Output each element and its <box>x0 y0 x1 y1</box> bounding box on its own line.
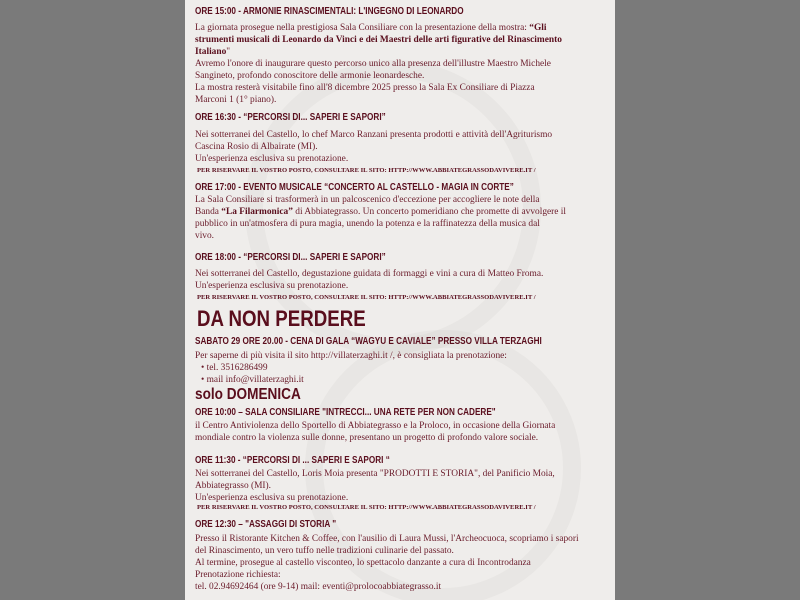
text-segment: Prenotazione richiesta: <box>195 570 281 580</box>
text-segment: Al termine, prosegue al castello visconteo, lo spettacolo danzante a cura di Incontrodanza <box>195 558 531 568</box>
text-segment: Un'esperienza esclusiva su prenotazione. <box>195 281 349 291</box>
gala-heading: SABATO 29 ORE 20.00 - CENA DI GALA “WAGYU E CAVIALE” PRESSO VILLA TERZAGHI <box>195 335 542 347</box>
event-description-line <box>195 533 579 545</box>
text-segment: pubblico in un'atmosfera di pura magia, unendo la potenza e la raffinatezza della musica dal <box>195 219 540 229</box>
text-segment: Cascina Rosio di Albairate (MI). <box>195 142 318 152</box>
event-heading: ORE 16:30 - “PERCORSI DI... SAPERI E SAPORI” <box>195 111 386 123</box>
text-segment: Un'esperienza esclusiva su prenotazione. <box>195 493 349 503</box>
event-heading: ORE 12:30 – "ASSAGGI DI STORIA " <box>195 518 337 530</box>
text-segment: La mostra resterà visitabile fino all'8 dicembre 2025 presso la Sala Ex Consiliare di Piazza <box>195 83 535 93</box>
event-description-line <box>195 34 562 46</box>
text-segment: " <box>226 47 231 57</box>
event-description-line <box>195 194 540 206</box>
text-segment: Banda <box>195 207 222 217</box>
gala-info: Per saperne di più visita il sito http://villaterzaghi.it /, è consigliata la prenotazione: <box>195 351 507 361</box>
event-description-line <box>195 58 551 70</box>
text-segment: Nei sotterranei del Castello, degustazione guidata di formaggi e vini a cura di Matteo Froma. <box>195 269 544 279</box>
text-segment: di Abbiategrasso. Un concerto pomeridiano che promette di avvolgere il <box>292 207 566 217</box>
event-heading: ORE 15:00 - ARMONIE RINASCIMENTALI: L'INGEGNO DI LEONARDO <box>195 5 464 17</box>
event-description-line <box>195 206 566 218</box>
bold-text: “Gli <box>529 23 547 33</box>
bold-text: Italiano <box>195 47 227 57</box>
text-segment: del Rinascimento, un vero tuffo nelle tradizioni culinarie del passato. <box>195 546 454 556</box>
flyer-page <box>185 0 615 600</box>
section-title-solo-domenica: solo DOMENICA <box>195 386 301 403</box>
event-description-line <box>195 268 543 280</box>
reservation-note: PER RISERVARE IL VOSTRO POSTO, CONSULTARE IL SITO: HTTP://WWW.ABBIATEGRASSODAVIVERE.IT / <box>197 294 536 301</box>
event-description-line <box>195 480 271 492</box>
text-segment: Marconi 1 (1° piano). <box>195 95 277 105</box>
text-segment: vivo. <box>195 231 215 241</box>
event-description-line <box>195 94 276 106</box>
event-description-line <box>195 218 540 230</box>
event-description-line <box>195 230 214 242</box>
text-segment: Avremo l'onore di inaugurare questo percorso unico alla presenza dell'illustre Maestro Michele <box>195 59 551 69</box>
text-segment: mondiale contro la violenza sulle donne, presentano un progetto di profondo valore sociale. <box>195 433 539 443</box>
event-description-line <box>195 153 348 165</box>
event-description-line <box>195 141 318 153</box>
text-segment: tel. 02.94692464 (ore 9-14) mail: eventi@prolocoabbiategrasso.it <box>195 582 442 592</box>
event-description-line <box>195 280 348 292</box>
event-description-line <box>195 557 531 569</box>
event-description-line <box>195 70 424 82</box>
event-description-line <box>195 129 552 141</box>
text-segment: Abbiategrasso (MI). <box>195 481 272 491</box>
event-description-line <box>195 569 281 581</box>
section-title-da-non-perdere: DA NON PERDERE <box>197 306 366 331</box>
reservation-note: PER RISERVARE IL VOSTRO POSTO, CONSULTARE IL SITO: HTTP://WWW.ABBIATEGRASSODAVIVERE.IT / <box>197 167 536 174</box>
reservation-note: PER RISERVARE IL VOSTRO POSTO, CONSULTARE IL SITO: HTTP://WWW.ABBIATEGRASSODAVIVERE.IT / <box>197 504 536 511</box>
event-description-line <box>195 545 454 557</box>
event-heading: ORE 11:30 - “PERCORSI DI ... SAPERI E SAPORI “ <box>195 454 390 466</box>
text-segment: Sangineto, profondo conoscitore delle armonie leonardesche. <box>195 71 425 81</box>
text-segment: Nei sotterranei del Castello, Loris Moia presenta "PRODOTTI E STORIA", del Panificio Moia, <box>195 469 555 479</box>
bold-text: strumenti musicali di Leonardo da Vinci e dei Maestri delle arti figurative del Rinascimento <box>195 35 562 45</box>
text-segment: La giornata prosegue nella prestigiosa Sala Consiliare con la presentazione della mostra: <box>195 23 530 33</box>
event-heading: ORE 10:00 – SALA CONSILIARE "INTRECCI... UNA RETE PER NON CADERE" <box>195 406 496 418</box>
event-heading: ORE 18:00 - “PERCORSI DI... SAPERI E SAPORI” <box>195 251 386 263</box>
event-description-line <box>195 420 555 432</box>
contact-bullet: • mail info@villaterzaghi.it <box>201 375 304 385</box>
text-segment: Nei sotterranei del Castello, lo chef Marco Ranzani presenta prodotti e attività dell'Agriturismo <box>195 130 553 140</box>
event-description-line <box>195 46 230 58</box>
contact-bullet: • tel. 3516286499 <box>201 363 268 373</box>
text-segment: il Centro Antiviolenza dello Sportello di Abbiategrasso e la Proloco, in occasione della Giornata <box>195 421 556 431</box>
event-description-line <box>195 432 538 444</box>
event-description-line <box>195 468 555 480</box>
text-segment: Presso il Ristorante Kitchen & Coffee, con l'ausilio di Laura Mussi, l'Archeocuoca, scopriamo i sapori <box>195 534 579 544</box>
event-heading: ORE 17:00 - EVENTO MUSICALE “CONCERTO AL CASTELLO - MAGIA IN CORTE” <box>195 181 514 193</box>
event-description-line <box>195 581 441 593</box>
text-segment: Un'esperienza esclusiva su prenotazione. <box>195 154 349 164</box>
event-description-line <box>195 22 546 34</box>
text-segment: La Sala Consiliare si trasformerà in un palcoscenico d'eccezione per accogliere le note della <box>195 195 540 205</box>
event-description-line <box>195 82 535 94</box>
bold-text: “La Filarmonica” <box>221 207 293 217</box>
